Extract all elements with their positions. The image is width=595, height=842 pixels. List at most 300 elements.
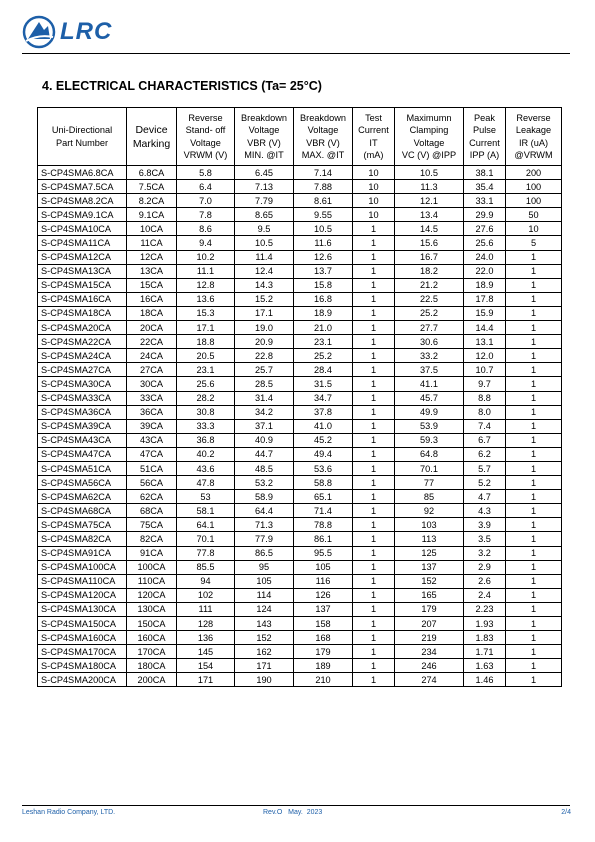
cell-device-marking: 20CA <box>127 321 177 335</box>
logo-wordmark: LRC <box>60 18 113 45</box>
cell-vbr-max: 95.5 <box>294 546 353 560</box>
cell-part-number: S-CP4SMA200CA <box>38 673 127 687</box>
cell-vbr-min: 22.8 <box>235 349 294 363</box>
cell-part-number: S-CP4SMA33CA <box>38 391 127 405</box>
cell-vbr-max: 168 <box>294 631 353 645</box>
cell-part-number: S-CP4SMA100CA <box>38 560 127 574</box>
cell-peak-pulse-current: 25.6 <box>464 236 506 250</box>
cell-clamping-voltage: 33.2 <box>395 349 464 363</box>
cell-reverse-leakage: 1 <box>506 278 562 292</box>
cell-reverse-leakage: 1 <box>506 363 562 377</box>
table-row <box>38 236 562 250</box>
table-row <box>38 617 562 631</box>
lrc-logo-icon <box>22 15 56 49</box>
cell-vrwm: 33.3 <box>177 419 235 433</box>
table-row <box>38 166 562 180</box>
cell-test-current: 1 <box>353 532 395 546</box>
cell-device-marking: 30CA <box>127 377 177 391</box>
table-row <box>38 222 562 236</box>
table-row <box>38 461 562 475</box>
cell-test-current: 1 <box>353 490 395 504</box>
header-divider <box>22 53 570 54</box>
cell-reverse-leakage: 1 <box>506 321 562 335</box>
table-row <box>38 278 562 292</box>
cell-test-current: 10 <box>353 208 395 222</box>
cell-vbr-max: 8.61 <box>294 194 353 208</box>
cell-test-current: 10 <box>353 180 395 194</box>
cell-vbr-max: 116 <box>294 574 353 588</box>
cell-test-current: 1 <box>353 335 395 349</box>
cell-clamping-voltage: 30.6 <box>395 335 464 349</box>
cell-part-number: S-CP4SMA91CA <box>38 546 127 560</box>
table-row <box>38 673 562 687</box>
cell-clamping-voltage: 41.1 <box>395 377 464 391</box>
cell-peak-pulse-current: 27.6 <box>464 222 506 236</box>
cell-vrwm: 7.8 <box>177 208 235 222</box>
cell-test-current: 1 <box>353 391 395 405</box>
table-row <box>38 306 562 320</box>
cell-reverse-leakage: 1 <box>506 518 562 532</box>
cell-test-current: 1 <box>353 363 395 377</box>
cell-clamping-voltage: 18.2 <box>395 264 464 278</box>
cell-vbr-min: 114 <box>235 588 294 602</box>
cell-vbr-max: 158 <box>294 617 353 631</box>
cell-reverse-leakage: 1 <box>506 250 562 264</box>
cell-part-number: S-CP4SMA15CA <box>38 278 127 292</box>
cell-peak-pulse-current: 35.4 <box>464 180 506 194</box>
cell-device-marking: 27CA <box>127 363 177 377</box>
cell-vrwm: 64.1 <box>177 518 235 532</box>
table-row <box>38 335 562 349</box>
cell-reverse-leakage: 1 <box>506 490 562 504</box>
cell-device-marking: 18CA <box>127 306 177 320</box>
cell-device-marking: 7.5CA <box>127 180 177 194</box>
footer-revision: Rev.O May. 2023 <box>263 809 323 816</box>
cell-device-marking: 9.1CA <box>127 208 177 222</box>
cell-peak-pulse-current: 12.0 <box>464 349 506 363</box>
table-row <box>38 363 562 377</box>
cell-vbr-min: 48.5 <box>235 461 294 475</box>
cell-clamping-voltage: 22.5 <box>395 292 464 306</box>
cell-peak-pulse-current: 7.4 <box>464 419 506 433</box>
cell-vbr-min: 71.3 <box>235 518 294 532</box>
cell-part-number: S-CP4SMA6.8CA <box>38 166 127 180</box>
cell-part-number: S-CP4SMA68CA <box>38 504 127 518</box>
cell-test-current: 1 <box>353 419 395 433</box>
cell-test-current: 1 <box>353 518 395 532</box>
table-row <box>38 405 562 419</box>
cell-vrwm: 36.8 <box>177 433 235 447</box>
cell-device-marking: 100CA <box>127 560 177 574</box>
table-body <box>38 166 562 687</box>
cell-device-marking: 150CA <box>127 617 177 631</box>
table-row <box>38 645 562 659</box>
cell-device-marking: 110CA <box>127 574 177 588</box>
cell-reverse-leakage: 50 <box>506 208 562 222</box>
cell-vrwm: 20.5 <box>177 349 235 363</box>
cell-reverse-leakage: 1 <box>506 447 562 461</box>
cell-vbr-max: 210 <box>294 673 353 687</box>
cell-reverse-leakage: 1 <box>506 391 562 405</box>
cell-device-marking: 24CA <box>127 349 177 363</box>
cell-vrwm: 15.3 <box>177 306 235 320</box>
cell-vbr-max: 23.1 <box>294 335 353 349</box>
cell-test-current: 1 <box>353 264 395 278</box>
cell-reverse-leakage: 1 <box>506 433 562 447</box>
cell-peak-pulse-current: 2.9 <box>464 560 506 574</box>
cell-device-marking: 62CA <box>127 490 177 504</box>
cell-clamping-voltage: 234 <box>395 645 464 659</box>
cell-vbr-max: 11.6 <box>294 236 353 250</box>
cell-device-marking: 39CA <box>127 419 177 433</box>
cell-reverse-leakage: 1 <box>506 602 562 616</box>
cell-peak-pulse-current: 2.23 <box>464 602 506 616</box>
cell-peak-pulse-current: 2.6 <box>464 574 506 588</box>
table-row <box>38 433 562 447</box>
cell-device-marking: 36CA <box>127 405 177 419</box>
cell-reverse-leakage: 1 <box>506 546 562 560</box>
cell-vbr-max: 34.7 <box>294 391 353 405</box>
cell-vbr-max: 126 <box>294 588 353 602</box>
cell-clamping-voltage: 21.2 <box>395 278 464 292</box>
table-row <box>38 504 562 518</box>
cell-device-marking: 47CA <box>127 447 177 461</box>
cell-clamping-voltage: 64.8 <box>395 447 464 461</box>
cell-device-marking: 11CA <box>127 236 177 250</box>
cell-device-marking: 130CA <box>127 602 177 616</box>
cell-reverse-leakage: 1 <box>506 574 562 588</box>
cell-clamping-voltage: 92 <box>395 504 464 518</box>
electrical-characteristics-table <box>37 107 562 687</box>
header-vbr-max: Breakdown Voltage VBR (V) MAX. @IT <box>294 108 353 166</box>
cell-vbr-max: 10.5 <box>294 222 353 236</box>
cell-vbr-max: 58.8 <box>294 476 353 490</box>
cell-peak-pulse-current: 29.9 <box>464 208 506 222</box>
cell-clamping-voltage: 103 <box>395 518 464 532</box>
cell-test-current: 1 <box>353 306 395 320</box>
cell-part-number: S-CP4SMA43CA <box>38 433 127 447</box>
cell-test-current: 1 <box>353 447 395 461</box>
cell-vbr-min: 19.0 <box>235 321 294 335</box>
cell-vbr-max: 16.8 <box>294 292 353 306</box>
cell-peak-pulse-current: 6.2 <box>464 447 506 461</box>
cell-vbr-max: 12.6 <box>294 250 353 264</box>
footer-divider <box>22 805 570 806</box>
header-reverse-leakage: Reverse Leakage IR (uA) @VRWM <box>506 108 562 166</box>
cell-reverse-leakage: 1 <box>506 588 562 602</box>
cell-reverse-leakage: 1 <box>506 659 562 673</box>
cell-part-number: S-CP4SMA11CA <box>38 236 127 250</box>
cell-vrwm: 70.1 <box>177 532 235 546</box>
cell-part-number: S-CP4SMA16CA <box>38 292 127 306</box>
cell-test-current: 1 <box>353 433 395 447</box>
cell-peak-pulse-current: 3.5 <box>464 532 506 546</box>
cell-reverse-leakage: 100 <box>506 194 562 208</box>
cell-clamping-voltage: 152 <box>395 574 464 588</box>
cell-device-marking: 6.8CA <box>127 166 177 180</box>
cell-device-marking: 91CA <box>127 546 177 560</box>
table-row <box>38 321 562 335</box>
cell-part-number: S-CP4SMA27CA <box>38 363 127 377</box>
cell-part-number: S-CP4SMA9.1CA <box>38 208 127 222</box>
cell-vrwm: 11.1 <box>177 264 235 278</box>
cell-vrwm: 7.0 <box>177 194 235 208</box>
cell-device-marking: 56CA <box>127 476 177 490</box>
cell-clamping-voltage: 25.2 <box>395 306 464 320</box>
cell-vbr-min: 86.5 <box>235 546 294 560</box>
cell-part-number: S-CP4SMA160CA <box>38 631 127 645</box>
table-row <box>38 419 562 433</box>
cell-vrwm: 28.2 <box>177 391 235 405</box>
cell-clamping-voltage: 207 <box>395 617 464 631</box>
cell-vbr-min: 12.4 <box>235 264 294 278</box>
cell-clamping-voltage: 49.9 <box>395 405 464 419</box>
company-logo <box>22 12 112 52</box>
cell-vrwm: 111 <box>177 602 235 616</box>
cell-reverse-leakage: 1 <box>506 631 562 645</box>
cell-part-number: S-CP4SMA39CA <box>38 419 127 433</box>
cell-clamping-voltage: 14.5 <box>395 222 464 236</box>
cell-device-marking: 68CA <box>127 504 177 518</box>
table-row <box>38 546 562 560</box>
cell-test-current: 1 <box>353 377 395 391</box>
cell-peak-pulse-current: 1.46 <box>464 673 506 687</box>
cell-part-number: S-CP4SMA51CA <box>38 461 127 475</box>
cell-vbr-min: 17.1 <box>235 306 294 320</box>
cell-vrwm: 12.8 <box>177 278 235 292</box>
cell-clamping-voltage: 15.6 <box>395 236 464 250</box>
cell-device-marking: 10CA <box>127 222 177 236</box>
cell-vbr-min: 11.4 <box>235 250 294 264</box>
cell-test-current: 1 <box>353 602 395 616</box>
cell-device-marking: 13CA <box>127 264 177 278</box>
cell-clamping-voltage: 85 <box>395 490 464 504</box>
table-row <box>38 659 562 673</box>
cell-vbr-max: 9.55 <box>294 208 353 222</box>
section-title: 4. ELECTRICAL CHARACTERISTICS (Ta= 25°C) <box>42 79 322 93</box>
cell-peak-pulse-current: 9.7 <box>464 377 506 391</box>
table-row <box>38 574 562 588</box>
cell-reverse-leakage: 5 <box>506 236 562 250</box>
cell-device-marking: 160CA <box>127 631 177 645</box>
cell-device-marking: 120CA <box>127 588 177 602</box>
cell-vbr-min: 171 <box>235 659 294 673</box>
cell-vrwm: 128 <box>177 617 235 631</box>
cell-vrwm: 58.1 <box>177 504 235 518</box>
cell-vbr-min: 7.79 <box>235 194 294 208</box>
cell-reverse-leakage: 1 <box>506 461 562 475</box>
cell-peak-pulse-current: 5.2 <box>464 476 506 490</box>
table-row <box>38 391 562 405</box>
cell-test-current: 1 <box>353 645 395 659</box>
table-row <box>38 532 562 546</box>
cell-vbr-max: 7.88 <box>294 180 353 194</box>
cell-device-marking: 43CA <box>127 433 177 447</box>
cell-reverse-leakage: 1 <box>506 617 562 631</box>
cell-peak-pulse-current: 13.1 <box>464 335 506 349</box>
cell-vbr-min: 10.5 <box>235 236 294 250</box>
cell-peak-pulse-current: 3.9 <box>464 518 506 532</box>
cell-part-number: S-CP4SMA82CA <box>38 532 127 546</box>
cell-vrwm: 102 <box>177 588 235 602</box>
cell-peak-pulse-current: 1.93 <box>464 617 506 631</box>
cell-device-marking: 22CA <box>127 335 177 349</box>
cell-vbr-min: 53.2 <box>235 476 294 490</box>
table-row <box>38 377 562 391</box>
cell-peak-pulse-current: 17.8 <box>464 292 506 306</box>
cell-vbr-max: 7.14 <box>294 166 353 180</box>
cell-test-current: 1 <box>353 321 395 335</box>
cell-peak-pulse-current: 2.4 <box>464 588 506 602</box>
cell-vbr-max: 49.4 <box>294 447 353 461</box>
cell-vbr-min: 77.9 <box>235 532 294 546</box>
cell-device-marking: 15CA <box>127 278 177 292</box>
cell-test-current: 1 <box>353 659 395 673</box>
cell-vbr-min: 20.9 <box>235 335 294 349</box>
cell-vbr-min: 34.2 <box>235 405 294 419</box>
cell-vbr-min: 9.5 <box>235 222 294 236</box>
cell-vrwm: 13.6 <box>177 292 235 306</box>
cell-reverse-leakage: 1 <box>506 419 562 433</box>
footer-company: Leshan Radio Company, LTD. <box>22 809 116 816</box>
header-peak-pulse-current: Peak Pulse Current IPP (A) <box>464 108 506 166</box>
cell-part-number: S-CP4SMA24CA <box>38 349 127 363</box>
cell-peak-pulse-current: 8.0 <box>464 405 506 419</box>
cell-vbr-max: 86.1 <box>294 532 353 546</box>
cell-vbr-max: 71.4 <box>294 504 353 518</box>
cell-peak-pulse-current: 5.7 <box>464 461 506 475</box>
cell-test-current: 10 <box>353 194 395 208</box>
cell-part-number: S-CP4SMA130CA <box>38 602 127 616</box>
cell-vrwm: 18.8 <box>177 335 235 349</box>
cell-vbr-min: 64.4 <box>235 504 294 518</box>
cell-peak-pulse-current: 3.2 <box>464 546 506 560</box>
cell-device-marking: 33CA <box>127 391 177 405</box>
cell-vbr-max: 189 <box>294 659 353 673</box>
cell-reverse-leakage: 1 <box>506 292 562 306</box>
cell-device-marking: 12CA <box>127 250 177 264</box>
cell-vrwm: 9.4 <box>177 236 235 250</box>
table-row <box>38 631 562 645</box>
cell-vrwm: 136 <box>177 631 235 645</box>
cell-part-number: S-CP4SMA22CA <box>38 335 127 349</box>
cell-part-number: S-CP4SMA62CA <box>38 490 127 504</box>
cell-device-marking: 200CA <box>127 673 177 687</box>
cell-vbr-min: 14.3 <box>235 278 294 292</box>
cell-vbr-min: 37.1 <box>235 419 294 433</box>
cell-vbr-min: 25.7 <box>235 363 294 377</box>
header-test-current: Test Current IT (mA) <box>353 108 395 166</box>
cell-part-number: S-CP4SMA56CA <box>38 476 127 490</box>
cell-vbr-max: 53.6 <box>294 461 353 475</box>
table-row <box>38 490 562 504</box>
cell-test-current: 1 <box>353 236 395 250</box>
cell-reverse-leakage: 1 <box>506 645 562 659</box>
cell-clamping-voltage: 16.7 <box>395 250 464 264</box>
cell-test-current: 1 <box>353 405 395 419</box>
cell-test-current: 1 <box>353 278 395 292</box>
cell-vbr-min: 8.65 <box>235 208 294 222</box>
cell-reverse-leakage: 1 <box>506 377 562 391</box>
cell-test-current: 1 <box>353 546 395 560</box>
cell-clamping-voltage: 11.3 <box>395 180 464 194</box>
cell-part-number: S-CP4SMA170CA <box>38 645 127 659</box>
table-row <box>38 208 562 222</box>
cell-reverse-leakage: 10 <box>506 222 562 236</box>
cell-vbr-min: 152 <box>235 631 294 645</box>
cell-clamping-voltage: 219 <box>395 631 464 645</box>
cell-vrwm: 53 <box>177 490 235 504</box>
table-row <box>38 250 562 264</box>
cell-part-number: S-CP4SMA150CA <box>38 617 127 631</box>
cell-peak-pulse-current: 22.0 <box>464 264 506 278</box>
cell-device-marking: 82CA <box>127 532 177 546</box>
cell-peak-pulse-current: 4.3 <box>464 504 506 518</box>
cell-clamping-voltage: 27.7 <box>395 321 464 335</box>
cell-peak-pulse-current: 1.63 <box>464 659 506 673</box>
cell-peak-pulse-current: 1.71 <box>464 645 506 659</box>
cell-part-number: S-CP4SMA120CA <box>38 588 127 602</box>
cell-peak-pulse-current: 18.9 <box>464 278 506 292</box>
cell-peak-pulse-current: 14.4 <box>464 321 506 335</box>
header-part-number: Uni-Directional Part Number <box>38 108 127 166</box>
cell-vbr-max: 45.2 <box>294 433 353 447</box>
table-row <box>38 292 562 306</box>
cell-peak-pulse-current: 8.8 <box>464 391 506 405</box>
table-row <box>38 518 562 532</box>
cell-vbr-max: 105 <box>294 560 353 574</box>
cell-part-number: S-CP4SMA8.2CA <box>38 194 127 208</box>
cell-part-number: S-CP4SMA12CA <box>38 250 127 264</box>
cell-vbr-min: 44.7 <box>235 447 294 461</box>
cell-vbr-min: 124 <box>235 602 294 616</box>
cell-reverse-leakage: 1 <box>506 560 562 574</box>
cell-clamping-voltage: 45.7 <box>395 391 464 405</box>
cell-device-marking: 180CA <box>127 659 177 673</box>
cell-device-marking: 8.2CA <box>127 194 177 208</box>
cell-vbr-min: 95 <box>235 560 294 574</box>
cell-reverse-leakage: 1 <box>506 532 562 546</box>
cell-vbr-max: 41.0 <box>294 419 353 433</box>
cell-peak-pulse-current: 15.9 <box>464 306 506 320</box>
cell-clamping-voltage: 37.5 <box>395 363 464 377</box>
header-vrwm: Reverse Stand- off Voltage VRWM (V) <box>177 108 235 166</box>
cell-test-current: 1 <box>353 673 395 687</box>
cell-vrwm: 94 <box>177 574 235 588</box>
cell-clamping-voltage: 59.3 <box>395 433 464 447</box>
header-device-marking: Device Marking <box>127 108 177 166</box>
table-row <box>38 264 562 278</box>
cell-vbr-min: 6.45 <box>235 166 294 180</box>
cell-test-current: 1 <box>353 222 395 236</box>
cell-reverse-leakage: 1 <box>506 405 562 419</box>
cell-vrwm: 171 <box>177 673 235 687</box>
cell-vrwm: 23.1 <box>177 363 235 377</box>
cell-test-current: 1 <box>353 631 395 645</box>
cell-part-number: S-CP4SMA10CA <box>38 222 127 236</box>
cell-test-current: 1 <box>353 560 395 574</box>
cell-vbr-min: 190 <box>235 673 294 687</box>
cell-vbr-min: 7.13 <box>235 180 294 194</box>
cell-peak-pulse-current: 24.0 <box>464 250 506 264</box>
cell-vbr-max: 15.8 <box>294 278 353 292</box>
cell-clamping-voltage: 70.1 <box>395 461 464 475</box>
cell-peak-pulse-current: 10.7 <box>464 363 506 377</box>
cell-part-number: S-CP4SMA20CA <box>38 321 127 335</box>
cell-vbr-max: 28.4 <box>294 363 353 377</box>
cell-clamping-voltage: 113 <box>395 532 464 546</box>
cell-vrwm: 25.6 <box>177 377 235 391</box>
